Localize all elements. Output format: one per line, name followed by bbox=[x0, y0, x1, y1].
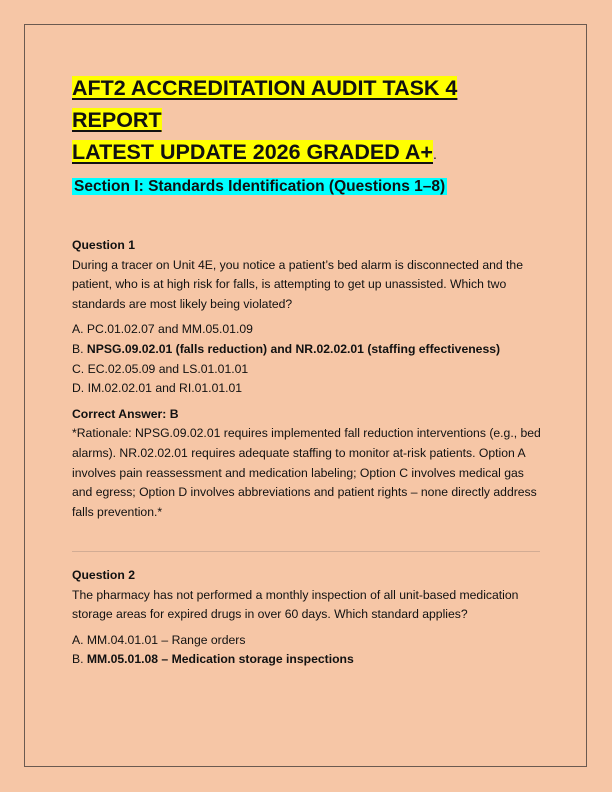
section-heading: Section I: Standards Identification (Questions 1–8) bbox=[74, 178, 446, 195]
question-1 bbox=[72, 236, 542, 522]
option-b: B. NPSG.09.02.01 (falls reduction) and NR.02.02.01 (staffing effectiveness) bbox=[72, 341, 501, 356]
option-a: A. MM.04.01.01 – Range orders bbox=[72, 632, 246, 647]
question-stem: The pharmacy has not performed a monthly inspection of all unit-based medication storage areas for expired drugs in over 60 days. Which standard applies? bbox=[72, 587, 519, 622]
question-label: Question 1 bbox=[72, 238, 135, 252]
option-c: C. EC.02.05.09 and LS.01.01.01 bbox=[72, 361, 249, 376]
rationale: *Rationale: NPSG.09.02.01 requires implemented fall reduction interventions (e.g., bed alarms). NR.02.02.01 requires adequate staffing to monitor at-risk patients. Option A involves pain reassessment and medication labeling; Option C involves medical gas and egress; Option D involves abbreviations and patient rights – none directly address falls prevention.* bbox=[72, 426, 541, 519]
option-a: A. PC.01.02.07 and MM.05.01.09 bbox=[72, 322, 253, 337]
title-line-2: LATEST UPDATE 2026 GRADED A+ bbox=[72, 140, 433, 164]
option-d: D. IM.02.02.01 and RI.01.01.01 bbox=[72, 381, 243, 396]
correct-answer: Correct Answer: B bbox=[72, 406, 179, 421]
question-stem: During a tracer on Unit 4E, you notice a patient’s bed alarm is disconnected and the patient, who is at high risk for falls, is attempting to get up unassisted. Which two standards are most likely being violated? bbox=[72, 257, 523, 311]
divider bbox=[72, 551, 540, 552]
option-b: B. MM.05.01.08 – Medication storage inspections bbox=[72, 652, 354, 667]
question-2 bbox=[72, 566, 542, 670]
title-trailing: . bbox=[433, 146, 437, 162]
document-title bbox=[72, 72, 542, 170]
question-label: Question 2 bbox=[72, 568, 135, 582]
title-line-1: AFT2 ACCREDITATION AUDIT TASK 4 REPORT bbox=[72, 76, 458, 132]
